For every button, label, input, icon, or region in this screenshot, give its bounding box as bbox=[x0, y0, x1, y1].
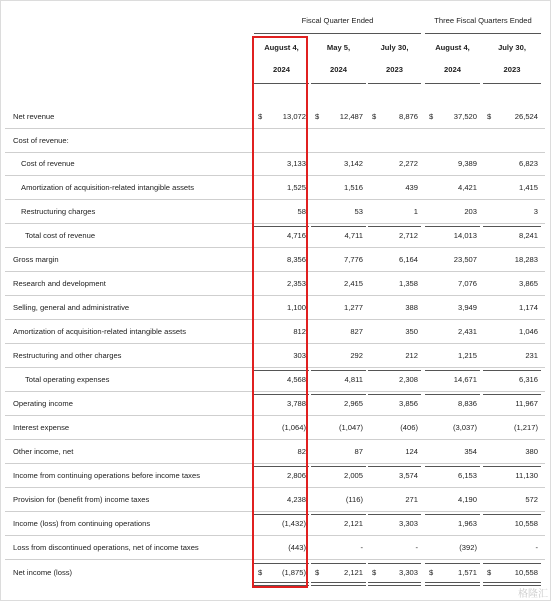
subtotal-rule bbox=[368, 563, 421, 564]
row-label: Income from continuing operations before income taxes bbox=[13, 471, 200, 480]
row-label: Gross margin bbox=[13, 255, 59, 264]
value-cell: 3 bbox=[533, 207, 538, 216]
column-header-year: 2023 bbox=[386, 65, 403, 74]
value-cell: 13,072 bbox=[282, 112, 306, 121]
value-cell: 2,806 bbox=[286, 471, 306, 480]
subtotal-rule bbox=[483, 514, 541, 515]
value-cell: 827 bbox=[350, 327, 363, 336]
value-cell: 4,811 bbox=[344, 375, 363, 384]
subtotal-rule bbox=[368, 394, 421, 395]
value-cell: - bbox=[415, 543, 418, 552]
value-cell: 1,525 bbox=[286, 183, 306, 192]
value-cell: 1,415 bbox=[518, 183, 538, 192]
row-label: Research and development bbox=[13, 279, 106, 288]
value-cell: 2,965 bbox=[343, 399, 363, 408]
value-cell: 37,520 bbox=[453, 112, 477, 121]
value-cell: 1,215 bbox=[457, 351, 477, 360]
subtotal-rule bbox=[311, 370, 366, 371]
value-cell: 14,013 bbox=[453, 231, 477, 240]
value-cell: 53 bbox=[354, 207, 363, 216]
row-label: Cost of revenue bbox=[21, 159, 75, 168]
currency-symbol: $ bbox=[372, 568, 377, 577]
value-cell: (406) bbox=[400, 423, 418, 432]
value-cell: 2,415 bbox=[343, 279, 363, 288]
value-cell: 6,164 bbox=[398, 255, 418, 264]
row-label: Loss from discontinued operations, net of income taxes bbox=[13, 543, 199, 552]
column-header-date: July 30, bbox=[380, 43, 409, 52]
group-header-fiscal-quarter: Fiscal Quarter Ended bbox=[301, 16, 374, 25]
value-cell: 23,507 bbox=[453, 255, 477, 264]
subtotal-rule bbox=[425, 370, 480, 371]
value-cell: 2,272 bbox=[398, 159, 418, 168]
subtotal-rule bbox=[425, 466, 480, 467]
row-label: Provision for (benefit from) income taxes bbox=[13, 495, 150, 504]
value-cell: 1,277 bbox=[343, 303, 363, 312]
header-rule bbox=[425, 83, 480, 84]
value-cell: 7,776 bbox=[343, 255, 363, 264]
group-rule bbox=[254, 33, 421, 34]
row-label: Other income, net bbox=[13, 447, 74, 456]
value-cell: 572 bbox=[525, 495, 538, 504]
subtotal-rule bbox=[425, 226, 480, 227]
value-cell: 1,174 bbox=[518, 303, 538, 312]
total-double-rule bbox=[311, 582, 366, 586]
value-cell: 2,712 bbox=[398, 231, 418, 240]
value-cell: (443) bbox=[288, 543, 306, 552]
value-cell: 4,421 bbox=[457, 183, 477, 192]
subtotal-rule bbox=[483, 394, 541, 395]
value-cell: 1,046 bbox=[518, 327, 538, 336]
subtotal-rule bbox=[483, 563, 541, 564]
column-header-date: August 4, bbox=[435, 43, 470, 52]
value-cell: 354 bbox=[464, 447, 477, 456]
subtotal-rule bbox=[483, 466, 541, 467]
value-cell: 10,558 bbox=[514, 568, 538, 577]
currency-symbol: $ bbox=[429, 568, 434, 577]
value-cell: 271 bbox=[405, 495, 418, 504]
row-label: Cost of revenue: bbox=[13, 136, 69, 145]
value-cell: 8,356 bbox=[286, 255, 306, 264]
column-header-date: May 5, bbox=[326, 43, 351, 52]
value-cell: 6,316 bbox=[518, 375, 538, 384]
value-cell: 14,671 bbox=[453, 375, 477, 384]
subtotal-rule bbox=[368, 370, 421, 371]
value-cell: 3,865 bbox=[518, 279, 538, 288]
value-cell: 3,303 bbox=[398, 519, 418, 528]
value-cell: 18,283 bbox=[514, 255, 538, 264]
highlight-box bbox=[252, 36, 308, 588]
value-cell: 3,142 bbox=[343, 159, 363, 168]
value-cell: 231 bbox=[525, 351, 538, 360]
watermark-logo: 格隆汇 bbox=[518, 589, 548, 600]
subtotal-rule bbox=[311, 226, 366, 227]
value-cell: 2,308 bbox=[398, 375, 418, 384]
value-cell: 388 bbox=[405, 303, 418, 312]
currency-symbol: $ bbox=[487, 568, 492, 577]
subtotal-rule bbox=[311, 466, 366, 467]
value-cell: (1,875) bbox=[281, 568, 306, 577]
currency-symbol: $ bbox=[315, 568, 320, 577]
value-cell: 292 bbox=[350, 351, 363, 360]
value-cell: 10,558 bbox=[514, 519, 538, 528]
value-cell: 87 bbox=[354, 447, 363, 456]
value-cell: 58 bbox=[297, 207, 306, 216]
value-cell: (1,217) bbox=[513, 423, 538, 432]
value-cell: 1,100 bbox=[286, 303, 306, 312]
value-cell: 6,153 bbox=[457, 471, 477, 480]
subtotal-rule bbox=[368, 514, 421, 515]
row-label: Restructuring charges bbox=[21, 207, 96, 216]
column-header-date: August 4, bbox=[264, 43, 299, 52]
value-cell: 8,836 bbox=[457, 399, 477, 408]
value-cell: 4,716 bbox=[286, 231, 306, 240]
row-label: Net revenue bbox=[13, 112, 55, 121]
value-cell: 11,130 bbox=[515, 471, 538, 480]
currency-symbol: $ bbox=[258, 112, 263, 121]
value-cell: 9,389 bbox=[457, 159, 477, 168]
subtotal-rule bbox=[368, 226, 421, 227]
header-rule bbox=[311, 83, 366, 84]
value-cell: 26,524 bbox=[514, 112, 538, 121]
value-cell: 8,876 bbox=[398, 112, 418, 121]
value-cell: 4,238 bbox=[286, 495, 306, 504]
total-double-rule bbox=[368, 582, 421, 586]
subtotal-rule bbox=[483, 226, 541, 227]
value-cell: 1,516 bbox=[343, 183, 363, 192]
value-cell: 7,076 bbox=[457, 279, 477, 288]
currency-symbol: $ bbox=[372, 112, 377, 121]
currency-symbol: $ bbox=[429, 112, 434, 121]
value-cell: 124 bbox=[405, 447, 418, 456]
total-double-rule bbox=[425, 582, 480, 586]
header-rule bbox=[368, 83, 421, 84]
column-header-year: 2024 bbox=[273, 65, 290, 74]
group-header-three-quarters: Three Fiscal Quarters Ended bbox=[434, 16, 532, 25]
value-cell: 12,487 bbox=[339, 112, 363, 121]
value-cell: 3,949 bbox=[457, 303, 477, 312]
value-cell: (392) bbox=[459, 543, 477, 552]
value-cell: 350 bbox=[405, 327, 418, 336]
subtotal-rule bbox=[425, 514, 480, 515]
value-cell: 3,133 bbox=[286, 159, 306, 168]
currency-symbol: $ bbox=[315, 112, 320, 121]
value-cell: 203 bbox=[464, 207, 477, 216]
value-cell: 2,121 bbox=[343, 568, 363, 577]
value-cell: 1,358 bbox=[398, 279, 418, 288]
value-cell: 6,823 bbox=[518, 159, 538, 168]
column-header-date: July 30, bbox=[498, 43, 526, 52]
row-label: Amortization of acquisition-related intangible assets bbox=[13, 327, 187, 336]
row-label: Net income (loss) bbox=[13, 568, 73, 577]
value-cell: (1,047) bbox=[338, 423, 363, 432]
value-cell: (3,037) bbox=[452, 423, 477, 432]
value-cell: 2,005 bbox=[343, 471, 363, 480]
row-label: Total operating expenses bbox=[25, 375, 110, 384]
value-cell: (1,064) bbox=[281, 423, 306, 432]
column-header-year: 2023 bbox=[503, 65, 521, 74]
value-cell: (116) bbox=[345, 495, 363, 504]
value-cell: 3,788 bbox=[286, 399, 306, 408]
value-cell: 2,431 bbox=[457, 327, 477, 336]
subtotal-rule bbox=[425, 563, 480, 564]
value-cell: 212 bbox=[405, 351, 418, 360]
value-cell: - bbox=[360, 543, 363, 552]
value-cell: 4,190 bbox=[457, 495, 477, 504]
value-cell: 1,963 bbox=[457, 519, 477, 528]
value-cell: 812 bbox=[293, 327, 306, 336]
row-label: Income (loss) from continuing operations bbox=[13, 519, 151, 528]
subtotal-rule bbox=[368, 466, 421, 467]
value-cell: 2,121 bbox=[343, 519, 363, 528]
row-label: Operating income bbox=[13, 399, 73, 408]
value-cell: 439 bbox=[405, 183, 418, 192]
value-cell: 2,353 bbox=[286, 279, 306, 288]
column-header-year: 2024 bbox=[444, 65, 461, 74]
currency-symbol: $ bbox=[487, 112, 492, 121]
value-cell: 3,574 bbox=[398, 471, 418, 480]
value-cell: 1,571 bbox=[457, 568, 477, 577]
row-label: Selling, general and administrative bbox=[13, 303, 130, 312]
value-cell: 3,856 bbox=[398, 399, 418, 408]
value-cell: 380 bbox=[525, 447, 538, 456]
value-cell: 1 bbox=[413, 207, 418, 216]
value-cell: 82 bbox=[297, 447, 306, 456]
header-rule bbox=[483, 83, 541, 84]
value-cell: 4,711 bbox=[344, 231, 363, 240]
value-cell: (1,432) bbox=[281, 519, 306, 528]
value-cell: 11,967 bbox=[515, 399, 538, 408]
subtotal-rule bbox=[311, 394, 366, 395]
subtotal-rule bbox=[311, 563, 366, 564]
subtotal-rule bbox=[425, 394, 480, 395]
value-cell: 3,303 bbox=[398, 568, 418, 577]
value-cell: - bbox=[535, 543, 538, 552]
row-label: Amortization of acquisition-related intangible assets bbox=[21, 183, 195, 192]
value-cell: 8,241 bbox=[518, 231, 538, 240]
value-cell: 4,568 bbox=[286, 375, 306, 384]
currency-symbol: $ bbox=[258, 568, 263, 577]
row-label: Total cost of revenue bbox=[25, 231, 96, 240]
column-header-year: 2024 bbox=[330, 65, 347, 74]
row-label: Interest expense bbox=[13, 423, 70, 432]
subtotal-rule bbox=[483, 370, 541, 371]
value-cell: 303 bbox=[293, 351, 306, 360]
subtotal-rule bbox=[311, 514, 366, 515]
group-rule bbox=[425, 33, 541, 34]
row-label: Restructuring and other charges bbox=[13, 351, 122, 360]
